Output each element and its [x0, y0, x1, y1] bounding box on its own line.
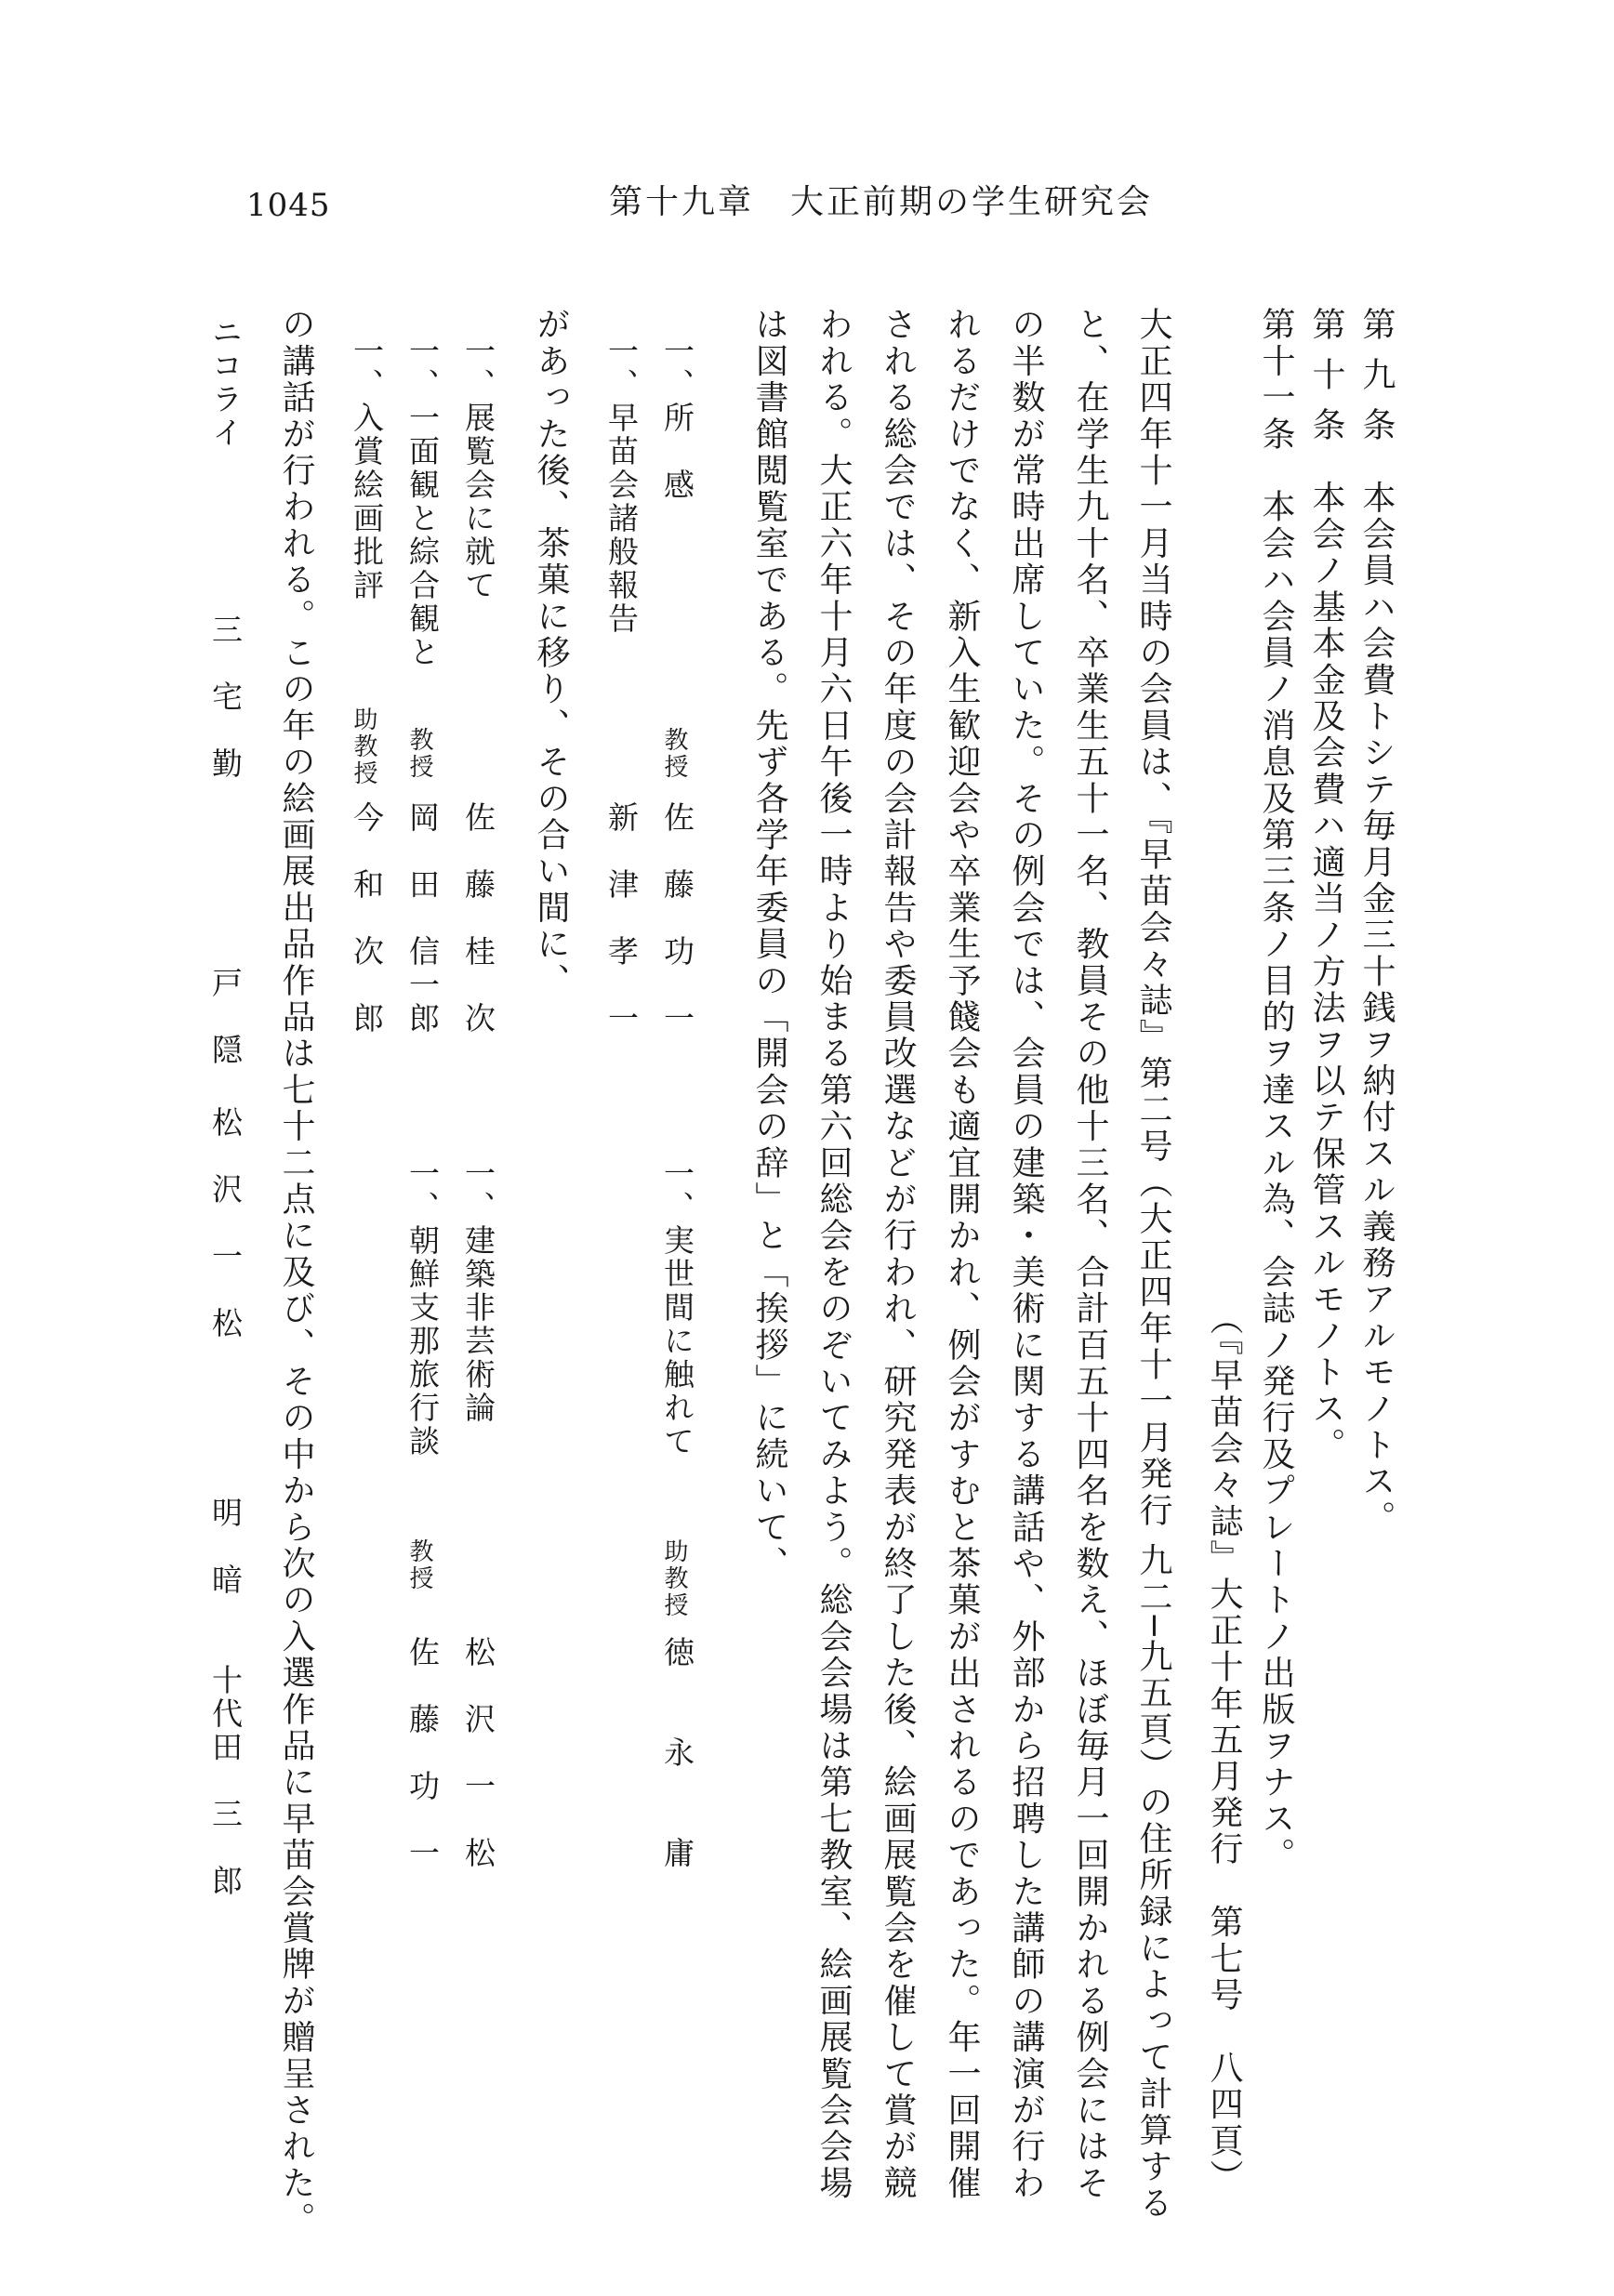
winner-title: 明 暗	[207, 1497, 244, 1597]
program-item: 一、早苗会諸般報告	[603, 335, 640, 636]
program-role: 教授	[660, 727, 688, 781]
program-speaker: 佐 藤 桂 次	[460, 801, 496, 1036]
after-line: があった後、茶菓に移り、その合い間に、	[532, 307, 570, 999]
body-line-6: われる。大正六年十月六日午後一時より始まる第六回総会をのぞいてみよう。総会会場は第七教室、絵画展覧会会場	[814, 307, 853, 2202]
program-item: 一、建築非芸術論	[460, 1157, 496, 1425]
program-speaker: 新 津 孝 一	[603, 801, 640, 1036]
program-speaker: 今 和 次 郎	[349, 801, 385, 1036]
article-11: 第十一条 本会ハ会員ノ消息及第三条ノ目的ヲ達スル為、会誌ノ発行及プレートノ出版ヲナス。	[1257, 307, 1295, 1874]
closing-line: の講話が行われる。この年の絵画展出品作品は七十二点に及び、その中から次の入選作品に早苗会賞牌が贈呈された。	[277, 307, 315, 2238]
winner-name: 三 宅 勤	[207, 614, 244, 781]
program-role: 教授	[405, 727, 433, 781]
article-9: 第 九 条 本会員ハ会費トシテ毎月金三十銭ヲ納付スル義務アルモノトス。	[1357, 307, 1396, 1537]
program-speaker: 岡 田 信一郎	[404, 801, 441, 1036]
body-line-4: れるだけでなく、新入生歓迎会や卒業生予餞会も適宜開かれ、例会がすむと茶菓が出されるのであった。年一回開催	[943, 307, 981, 2202]
winner-name: 十代田 三 郎	[207, 1664, 244, 1898]
program-speaker: 佐 藤 功 一	[404, 1636, 441, 1870]
program-item: 一、一面観と綜合観と	[404, 335, 441, 669]
body-line-3: の半数が常時出席していた。その例会では、会員の建築・美術に関する講話や、外部から招聘した講師の講演が行わ	[1007, 307, 1045, 2202]
program-speaker: 徳 永 庸	[659, 1636, 695, 1870]
program-item: 一、入賞絵画批評	[349, 335, 385, 602]
article-10: 第 十 条 本会ノ基本金及会費ハ適当ノ方法ヲ以テ保管スルモノトス。	[1307, 307, 1345, 1464]
body-line-2: と、在学生九十名、卒業生五十一名、教員その他十三名、合計百五十四名を数え、ほぼ毎月一回開かれる例会にはそ	[1071, 307, 1109, 2202]
program-item: 一、所 感	[659, 335, 695, 502]
program-speaker: 佐 藤 功 一	[659, 801, 695, 1036]
page-number: 1045	[246, 187, 331, 224]
program-item: 一、実世間に触れて	[659, 1157, 695, 1458]
body-line-5: される総会では、その年度の会計報告や委員改選などが行われ、研究発表が終了した後、絵画展覧会を催して賞が競	[879, 307, 917, 2202]
program-role: 教授	[405, 1538, 433, 1592]
winner-name: 松 沢 一 松	[207, 1106, 244, 1340]
body-line-1: 大正四年十一月当時の会員は、『早苗会々誌』第二号（大正四年十一月発行 九二─九五頁）の住所録によって計算する	[1134, 307, 1172, 2222]
program-role: 助教授	[660, 1538, 688, 1619]
program-item: 一、展覧会に就て	[460, 335, 496, 602]
body-line-7: は図書館閲覧室である。先ず各学年委員の「開会の辞」と「挨拶」に続いて、	[750, 307, 788, 1582]
program-role: 助教授	[350, 706, 377, 787]
winner-title: ニコライ	[207, 316, 244, 450]
program-item: 一、朝鮮支那旅行談	[404, 1157, 441, 1458]
chapter-title: 第十九章 大正前期の学生研究会	[609, 183, 1154, 221]
winner-title: 戸 隠	[207, 967, 244, 1067]
citation: （『早苗会々誌』大正十年五月発行 第七号 八四頁）	[1205, 1301, 1243, 2196]
program-speaker: 松 沢 一 松	[460, 1636, 496, 1870]
